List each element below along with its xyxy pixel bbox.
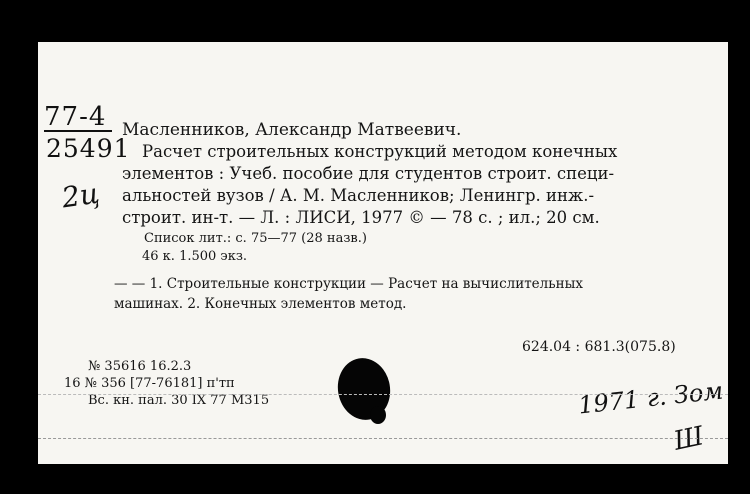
title-line-1: Расчет строительных конструкций методом конечных: [142, 142, 618, 161]
handwritten-signature: 1971 г. Зом: [576, 376, 725, 420]
subjects-line-2: машинах. 2. Конечных элементов метод.: [114, 296, 407, 312]
title-line-2: элементов : Учеб. пособие для студентов строит. специ-: [122, 164, 615, 183]
handwritten-initials: Ш: [671, 421, 707, 457]
margin-handwritten-mark: 2ц: [59, 176, 102, 215]
ink-blot-drip: [370, 406, 386, 424]
price-and-run: 46 к. 1.500 экз.: [142, 249, 248, 264]
bibliography-note: Список лит.: с. 75—77 (28 назв.): [144, 231, 367, 246]
call-number-line2: 25491: [46, 134, 131, 163]
subjects-line-1: — — 1. Строительные конструкции — Расчет на вычислительных: [114, 276, 583, 292]
call-number-line1: 77-4: [44, 102, 107, 132]
scan-guide-line: [38, 394, 728, 395]
classification-code: 624.04 : 681.3(075.8): [522, 339, 676, 355]
author-heading: Масленников, Александр Матвеевич.: [122, 120, 462, 140]
call-number-underline: [44, 130, 112, 132]
title-line-3: альностей вузов / А. М. Масленников; Ленингр. инж.-: [122, 186, 595, 205]
scan-guide-line-lower: [38, 438, 728, 439]
registry-line-1: № 35616 16.2.3: [88, 359, 192, 374]
catalog-card: [38, 42, 728, 464]
title-line-4: строит. ин-т. — Л. : ЛИСИ, 1977 © — 78 с. ; ил.; 20 см.: [122, 208, 600, 227]
registry-line-3: Вс. кн. пал. 30 IX 77 М315: [88, 393, 270, 408]
registry-line-2: 16 № 356 [77-76181] п'тп: [64, 376, 235, 391]
